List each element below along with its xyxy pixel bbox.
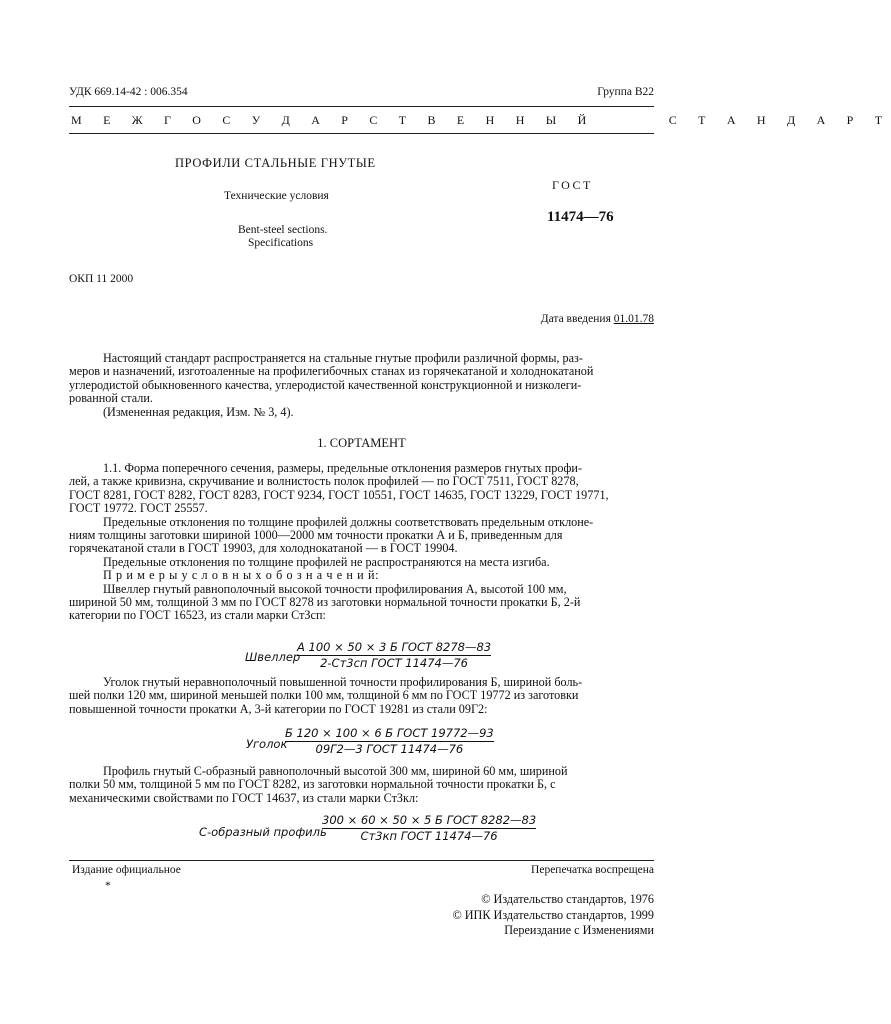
- reissue-note: Переиздание с Изменениями: [504, 923, 654, 937]
- intro-date-value: 01.01.78: [613, 313, 654, 325]
- formula2-numerator: Б 120 × 100 × 6 Б ГОСТ 19772—93: [285, 726, 494, 740]
- example3-line: полки 50 мм, толщиной 5 мм по ГОСТ 8282, из заготовки нормальной точности прокатки Б, с: [69, 777, 556, 792]
- section-heading: 1. СОРТАМЕНТ: [317, 436, 406, 450]
- interstate-standard: М Е Ж Г О С У Д А Р С Т В Е Н Н Ы Й С Т А Н Д А Р Т: [71, 113, 891, 127]
- tolerance-line: ниям толщины заготовки шириной 1000—2000 мм точности прокатки А и Б, приведенным для: [69, 528, 563, 543]
- example3-line: Профиль гнутый С-образный равнополочный высотой 300 мм, шириной 60 мм, шириной: [103, 764, 568, 778]
- english-title-line1: Bent-steel sections.: [238, 224, 328, 236]
- footer-rule: [69, 860, 654, 861]
- gost-number: 11474—76: [547, 209, 614, 225]
- clause-1-1-line: ГОСТ 8281, ГОСТ 8282, ГОСТ 8283, ГОСТ 9234, ГОСТ 10551, ГОСТ 14635, ГОСТ 13229, ГОСТ 19771,: [69, 487, 609, 502]
- document-subtitle: Технические условия: [224, 190, 329, 202]
- tolerance-line: горячекатаной стали в ГОСТ 19903, для холоднокатаной — в ГОСТ 19904.: [69, 541, 458, 556]
- formula1: [297, 640, 491, 670]
- intro-line: меров и назначений, изготоаленные на профилегибочных станах из горячекатаной и холоднокатаной: [69, 364, 594, 379]
- group-code: Группа В22: [597, 86, 654, 98]
- formula1-numerator: А 100 × 50 × 3 Б ГОСТ 8278—83: [297, 640, 492, 654]
- header-rule-bottom: [69, 133, 654, 134]
- example2-line: шей полки 120 мм, шириной меньшей полки 100 мм, толщиной 6 мм по ГОСТ 19772 из заготовки: [69, 688, 579, 703]
- example3-line: механическими свойствами по ГОСТ 14637, из стали марки СтЗкл:: [69, 790, 419, 805]
- formula3-label: С-образный профиль: [199, 825, 327, 839]
- okp-code: ОКП 11 2000: [69, 273, 134, 285]
- asterisk: *: [105, 880, 111, 892]
- intro-date: [541, 313, 654, 325]
- example3: [69, 765, 654, 805]
- intro-line: углеродистой обыкновенного качества, углеродистой качественной конструкционной и низколеги-: [69, 377, 582, 392]
- formula1-label: Швеллер: [245, 650, 301, 664]
- clause-1-1-line: 1.1. Форма поперечного сечения, размеры, предельные отклонения размеров гнутых профи-: [103, 461, 582, 475]
- formula1-denominator: 2-Ст3сп ГОСТ 11474—76: [320, 656, 468, 670]
- section1-body: [69, 462, 654, 623]
- amendment-note: (Измененная редакция, Изм. № 3, 4).: [103, 404, 294, 419]
- formula2-denominator: 09Г2—3 ГОСТ 11474—76: [315, 742, 464, 756]
- intro-paragraph: [69, 352, 654, 419]
- clause-1-1-line: ГОСТ 19772. ГОСТ 25557.: [69, 501, 208, 516]
- formula2: [285, 726, 494, 756]
- copyright-1999: © ИПК Издательство стандартов, 1999: [452, 907, 654, 922]
- udk-code: УДК 669.14-42 : 006.354: [69, 86, 188, 98]
- formula3-numerator: 300 × 60 × 50 × 5 Б ГОСТ 8282—83: [322, 813, 537, 827]
- document-title: ПРОФИЛИ СТАЛЬНЫЕ ГНУТЫЕ: [175, 156, 376, 170]
- copyright-1976: © Издательство стандартов, 1976: [481, 892, 654, 906]
- example1-line: Швеллер гнутый равнополочный высокой точности профилирования А, высотой 100 мм,: [103, 581, 567, 596]
- gost-label: ГОСТ: [552, 178, 593, 192]
- intro-date-label: Дата введения: [540, 313, 611, 325]
- official-edition: Издание официальное: [72, 864, 181, 876]
- example2-line: повышенной точности прокатки А, 3-й категории по ГОСТ 19281 из стали 09Г2:: [69, 701, 488, 716]
- example2-line: Уголок гнутый неравнополочный повышенной точности профилирования Б, шириной боль-: [103, 675, 583, 689]
- examples-title: П р и м е р ы у с л о в н ы х о б о з н а ч е н и й:: [103, 568, 380, 583]
- example1-line: шириной 50 мм, толщиной 3 мм по ГОСТ 8278 из заготовки нормальной точности прокатки Б, 2-й: [69, 595, 581, 610]
- formula3: [322, 813, 536, 843]
- copyright-block: [452, 892, 654, 939]
- example1-line: категории по ГОСТ 16523, из стали марки СтЗсп:: [69, 608, 326, 623]
- formula2-label: Уголок: [246, 737, 288, 751]
- clause-1-1-line: лей, а также кривизна, скручивание и волнистость полок профилей — по ГОСТ 7511, ГОСТ 8278,: [69, 474, 579, 489]
- tolerance-line: Предельные отклонения по толщине профилей должны соответствовать предельным отклоне-: [103, 514, 594, 529]
- example2: [69, 676, 654, 716]
- bend-note: Предельные отклонения по толщине профилей не распространяются на места изгиба.: [103, 554, 550, 569]
- header-rule-top: [69, 106, 654, 107]
- reprint-prohibited: Перепечатка воспрещена: [531, 864, 654, 876]
- formula3-denominator: Ст3кп ГОСТ 11474—76: [360, 829, 498, 843]
- intro-line: Настоящий стандарт распространяется на стальные гнутые профили различной формы, раз-: [103, 351, 583, 365]
- intro-line: рованной стали.: [69, 391, 153, 406]
- english-title-line2: Specifications: [248, 237, 314, 249]
